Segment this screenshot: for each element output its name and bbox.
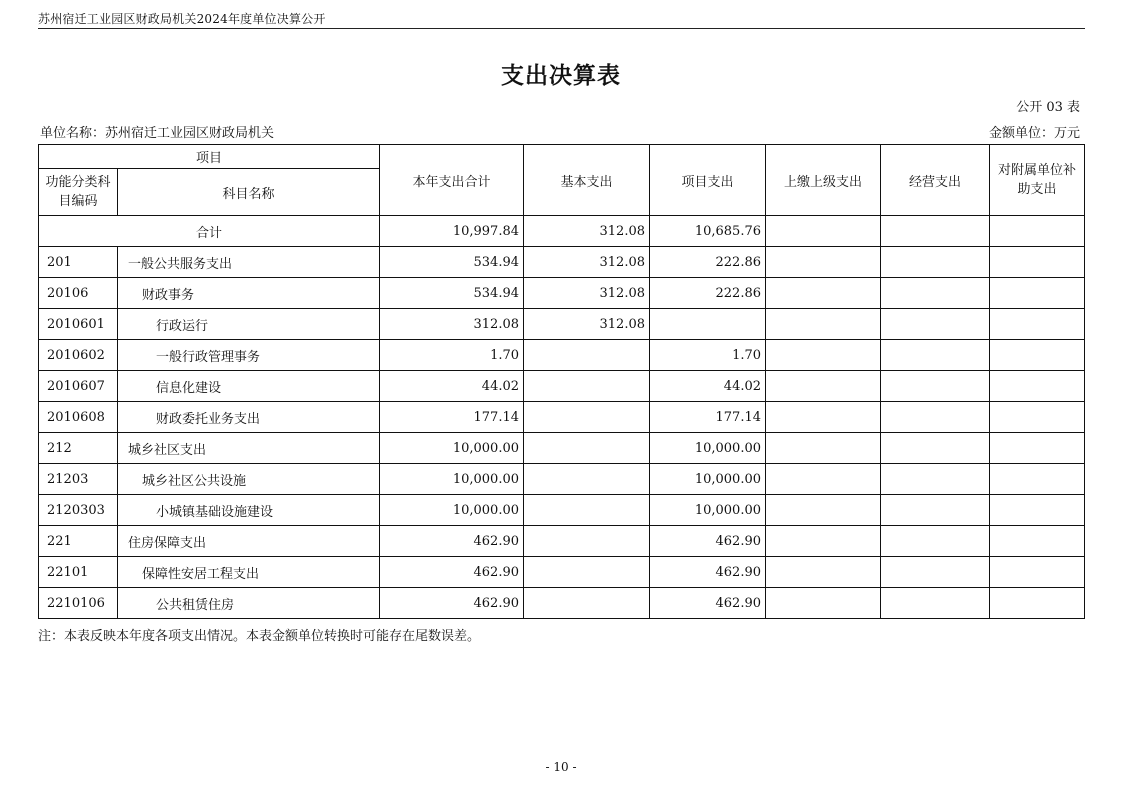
subject-cell: 一般公共服务支出: [118, 247, 380, 278]
project-cell: 222.86: [650, 278, 766, 309]
code-cell: 21203: [39, 464, 118, 495]
subsidy-cell: [990, 433, 1085, 464]
basic-cell: [524, 371, 650, 402]
subject-cell: 行政运行: [118, 309, 380, 340]
header-upper-remit: 上缴上级支出: [766, 145, 881, 216]
table-row: [39, 557, 1085, 588]
code-cell: 212: [39, 433, 118, 464]
operating-cell: [881, 278, 990, 309]
total-cell: 177.14: [380, 402, 524, 433]
unit-name: 单位名称：苏州宿迁工业园区财政局机关: [40, 126, 275, 141]
upper-cell: [766, 495, 881, 526]
total-row: [39, 216, 1085, 247]
operating-cell: [881, 216, 990, 247]
basic-cell: [524, 588, 650, 619]
total-cell: 10,000.00: [380, 495, 524, 526]
subsidy-cell: [990, 247, 1085, 278]
subject-cell: 财政委托业务支出: [118, 402, 380, 433]
table-row: [39, 433, 1085, 464]
page-number: - 10 -: [545, 760, 577, 774]
operating-cell: [881, 588, 990, 619]
upper-cell: [766, 557, 881, 588]
operating-cell: [881, 526, 990, 557]
project-cell: 1.70: [650, 340, 766, 371]
subsidy-cell: [990, 340, 1085, 371]
basic-cell: [524, 495, 650, 526]
project-cell: 462.90: [650, 557, 766, 588]
subsidy-cell: [990, 216, 1085, 247]
basic-cell: 312.08: [524, 278, 650, 309]
code-cell: 22101: [39, 557, 118, 588]
upper-cell: [766, 371, 881, 402]
total-cell: 462.90: [380, 557, 524, 588]
code-cell: 2010608: [39, 402, 118, 433]
upper-cell: [766, 433, 881, 464]
subsidy-cell: [990, 526, 1085, 557]
subsidy-cell: [990, 464, 1085, 495]
subsidy-cell: [990, 402, 1085, 433]
total-cell: 1.70: [380, 340, 524, 371]
total-cell: 44.02: [380, 371, 524, 402]
total-label: 合计: [39, 216, 380, 247]
upper-cell: [766, 309, 881, 340]
subject-cell: 一般行政管理事务: [118, 340, 380, 371]
upper-cell: [766, 278, 881, 309]
subject-cell: 城乡社区公共设施: [118, 464, 380, 495]
operating-cell: [881, 340, 990, 371]
subject-cell: 城乡社区支出: [118, 433, 380, 464]
header-total: 本年支出合计: [380, 145, 524, 216]
upper-cell: [766, 247, 881, 278]
page-title: 支出决算表: [501, 62, 621, 89]
subsidy-cell: [990, 309, 1085, 340]
table-row: [39, 402, 1085, 433]
footnote: 注：本表反映本年度各项支出情况。本表金额单位转换时可能存在尾数误差。: [38, 629, 481, 644]
header-basic: 基本支出: [524, 145, 650, 216]
code-cell: 2010607: [39, 371, 118, 402]
amount-unit: 金额单位：万元: [988, 126, 1080, 141]
code-cell: 2120303: [39, 495, 118, 526]
header-divider: [38, 28, 1085, 29]
total-cell: 462.90: [380, 588, 524, 619]
table-row: [39, 278, 1085, 309]
subsidy-cell: [990, 588, 1085, 619]
basic-cell: [524, 340, 650, 371]
basic-cell: [524, 402, 650, 433]
table-code: 公开 03 表: [1016, 100, 1080, 115]
subject-cell: 住房保障支出: [118, 526, 380, 557]
basic-cell: 312.08: [524, 247, 650, 278]
header-project: 项目: [39, 145, 380, 169]
code-cell: 20106: [39, 278, 118, 309]
upper-cell: [766, 526, 881, 557]
upper-cell: [766, 340, 881, 371]
header-operating: 经营支出: [881, 145, 990, 216]
table-row: [39, 309, 1085, 340]
table-row: [39, 340, 1085, 371]
expenditure-table: [38, 144, 1085, 619]
operating-cell: [881, 371, 990, 402]
subject-cell: 公共租赁住房: [118, 588, 380, 619]
project-cell: 10,000.00: [650, 464, 766, 495]
basic-cell: [524, 526, 650, 557]
code-cell: 2010602: [39, 340, 118, 371]
header-subsidy: 对附属单位补助支出: [990, 145, 1085, 216]
project-cell: 10,000.00: [650, 433, 766, 464]
project-cell: 177.14: [650, 402, 766, 433]
subsidy-cell: [990, 495, 1085, 526]
basic-cell: [524, 433, 650, 464]
table-row: [39, 526, 1085, 557]
basic-cell: [524, 557, 650, 588]
project-cell: [650, 309, 766, 340]
total-cell: 312.08: [380, 309, 524, 340]
project-cell: 10,000.00: [650, 495, 766, 526]
total-cell: 10,000.00: [380, 464, 524, 495]
code-cell: 2210106: [39, 588, 118, 619]
table-row: [39, 464, 1085, 495]
subject-cell: 财政事务: [118, 278, 380, 309]
total-cell: 462.90: [380, 526, 524, 557]
table-row: [39, 588, 1085, 619]
basic-cell: 312.08: [524, 309, 650, 340]
subsidy-cell: [990, 557, 1085, 588]
code-cell: 221: [39, 526, 118, 557]
table-row: [39, 247, 1085, 278]
subsidy-cell: [990, 371, 1085, 402]
total-cell: 534.94: [380, 247, 524, 278]
code-cell: 2010601: [39, 309, 118, 340]
operating-cell: [881, 433, 990, 464]
operating-cell: [881, 464, 990, 495]
header-project-expenditure: 项目支出: [650, 145, 766, 216]
basic-cell: [524, 464, 650, 495]
project-cell: 44.02: [650, 371, 766, 402]
table-row: [39, 495, 1085, 526]
subject-cell: 小城镇基础设施建设: [118, 495, 380, 526]
running-header: 苏州宿迁工业园区财政局机关2024年度单位决算公开: [38, 12, 326, 26]
operating-cell: [881, 247, 990, 278]
total-cell: 534.94: [380, 278, 524, 309]
table-row: [39, 371, 1085, 402]
project-cell: 462.90: [650, 588, 766, 619]
upper-cell: [766, 216, 881, 247]
subject-cell: 信息化建设: [118, 371, 380, 402]
operating-cell: [881, 309, 990, 340]
project-cell: 10,685.76: [650, 216, 766, 247]
upper-cell: [766, 402, 881, 433]
total-cell: 10,997.84: [380, 216, 524, 247]
subject-cell: 保障性安居工程支出: [118, 557, 380, 588]
header-func-code: 功能分类科目编码: [39, 169, 118, 216]
basic-cell: 312.08: [524, 216, 650, 247]
upper-cell: [766, 464, 881, 495]
header-subject-name: 科目名称: [118, 169, 380, 216]
project-cell: 462.90: [650, 526, 766, 557]
subsidy-cell: [990, 278, 1085, 309]
upper-cell: [766, 588, 881, 619]
code-cell: 201: [39, 247, 118, 278]
total-cell: 10,000.00: [380, 433, 524, 464]
operating-cell: [881, 402, 990, 433]
operating-cell: [881, 557, 990, 588]
project-cell: 222.86: [650, 247, 766, 278]
operating-cell: [881, 495, 990, 526]
